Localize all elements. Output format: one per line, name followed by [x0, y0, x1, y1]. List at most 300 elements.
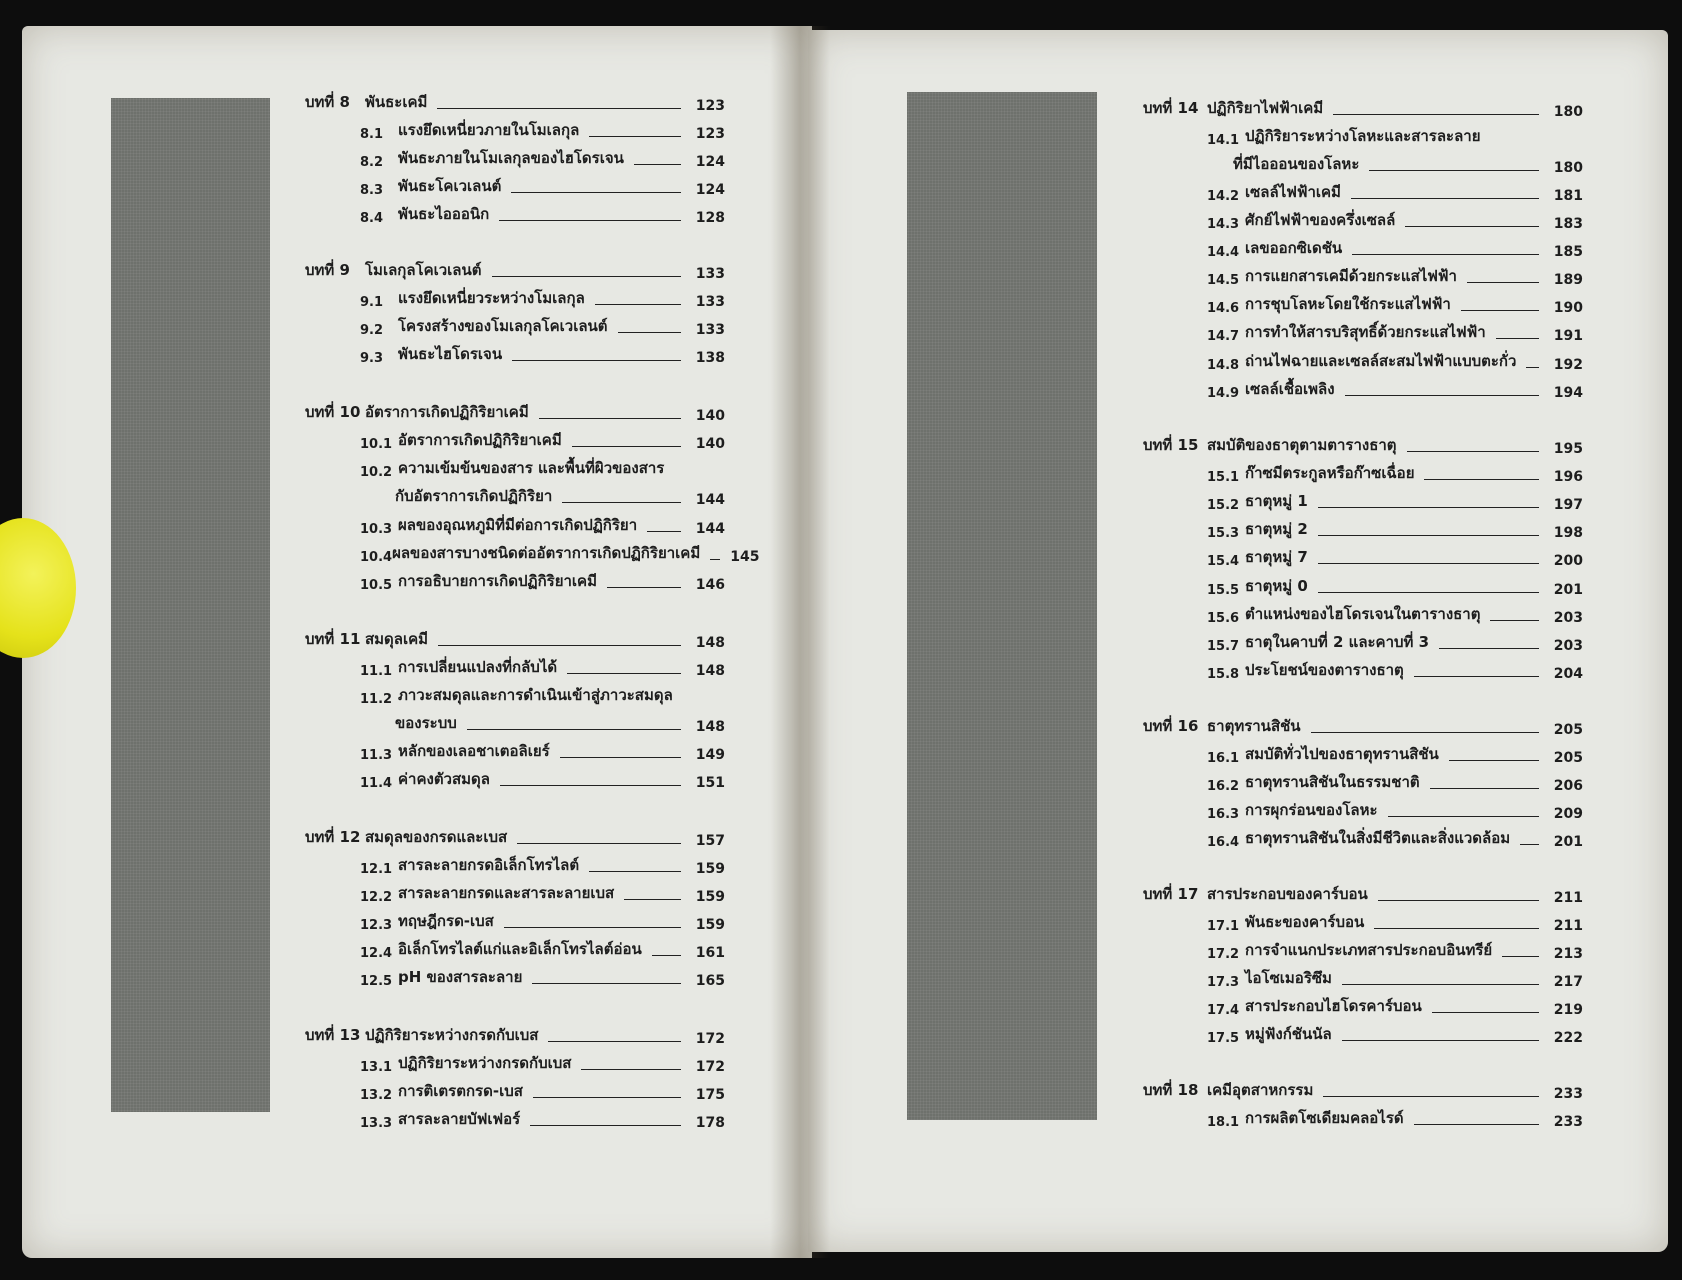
toc-entry-row	[360, 513, 725, 537]
dot-leader-line	[1496, 338, 1539, 339]
section-number: 17.1	[1207, 919, 1240, 934]
chapter-label: บทที่ 14	[1143, 99, 1199, 117]
dot-leader-line	[539, 418, 681, 419]
toc-entry-row	[360, 174, 725, 198]
dot-leader-line	[1352, 254, 1539, 255]
dot-leader-line	[517, 843, 681, 844]
toc-entry-row	[360, 569, 725, 593]
toc-entry-row	[1207, 489, 1583, 513]
toc-entry-row	[360, 683, 725, 707]
section-title: ไอโซเมอริซึม	[1245, 969, 1332, 987]
page-number: 180	[1553, 160, 1583, 176]
toc-entry-row	[360, 146, 725, 170]
page-number: 165	[695, 973, 725, 989]
toc-entry-row	[1233, 152, 1583, 176]
dot-leader-line	[572, 446, 681, 447]
dot-leader-line	[1345, 395, 1539, 396]
page-number: 185	[1553, 244, 1583, 260]
page-number: 183	[1553, 216, 1583, 232]
dot-leader-line	[581, 1069, 681, 1070]
section-number: 10.4	[360, 550, 393, 565]
dot-leader-line	[710, 559, 720, 560]
chapter-label: บทที่ 17	[1143, 885, 1199, 903]
section-number: 16.4	[1207, 835, 1240, 850]
page-number: 233	[1553, 1114, 1583, 1130]
section-title: ทฤษฎีกรด-เบส	[398, 912, 494, 930]
section-number: 14.7	[1207, 329, 1240, 344]
section-title: อิเล็กโทรไลต์แก่และอิเล็กโทรไลต์อ่อน	[398, 940, 642, 958]
toc-entry-row	[1207, 770, 1583, 794]
page-number: 211	[1553, 890, 1583, 906]
toc-entry-row	[1207, 180, 1583, 204]
page-number: 133	[695, 266, 725, 282]
page-number: 123	[695, 126, 725, 142]
chapter-title: พันธะเคมี	[365, 93, 428, 111]
page-number: 219	[1553, 1002, 1583, 1018]
page-number: 148	[695, 635, 725, 651]
toc-entry-row	[1207, 630, 1583, 654]
section-number: 9.2	[360, 323, 384, 338]
section-title: pH ของสารละลาย	[398, 968, 523, 986]
section-title: ธาตุทรานสิชันในธรรมชาติ	[1245, 773, 1420, 791]
toc-entry-row	[1207, 545, 1583, 569]
page-number: 144	[695, 521, 725, 537]
chapter-label: บทที่ 11	[305, 630, 361, 648]
section-number: 14.2	[1207, 189, 1240, 204]
page-number: 128	[695, 210, 725, 226]
page-number: 140	[695, 408, 725, 424]
page-number: 144	[695, 492, 725, 508]
page-number: 200	[1553, 553, 1583, 569]
chapter-label: บทที่ 18	[1143, 1081, 1199, 1099]
dot-leader-line	[1323, 1096, 1539, 1097]
section-title: สารประกอบไฮโดรคาร์บอน	[1245, 997, 1422, 1015]
section-number: 15.7	[1207, 639, 1240, 654]
section-number: 15.2	[1207, 498, 1240, 513]
toc-entry-row	[360, 1079, 725, 1103]
chapter-label: บทที่ 16	[1143, 717, 1199, 735]
section-title: แรงยึดเหนี่ยวภายในโมเลกุล	[398, 121, 580, 139]
section-number: 10.3	[360, 522, 393, 537]
section-title: พันธะภายในโมเลกุลของไฮโดรเจน	[398, 149, 624, 167]
page-number: 190	[1553, 300, 1583, 316]
dot-leader-line	[1414, 676, 1539, 677]
section-title: การผุกร่อนของโลหะ	[1245, 801, 1378, 819]
chapter-title: สมดุลของกรดและเบส	[365, 828, 508, 846]
section-title: กับอัตราการเกิดปฏิกิริยา	[395, 487, 553, 505]
section-title: สมบัติทั่วไปของธาตุทรานสิชัน	[1245, 745, 1439, 763]
dot-leader-line	[504, 927, 681, 928]
dot-leader-line	[438, 645, 681, 646]
section-title: โครงสร้างของโมเลกุลโคเวเลนต์	[398, 317, 608, 335]
toc-entry-row	[1207, 461, 1583, 485]
toc-entry-row	[360, 881, 725, 905]
section-number: 14.8	[1207, 358, 1240, 373]
section-number: 17.2	[1207, 947, 1240, 962]
section-title: เซลล์เชื้อเพลิง	[1245, 380, 1335, 398]
chapter-title: ปฏิกิริยาระหว่างกรดกับเบส	[365, 1026, 539, 1044]
page-number: 201	[1553, 582, 1583, 598]
toc-entry-row	[1207, 1106, 1583, 1130]
section-number: 16.1	[1207, 751, 1240, 766]
page-number: 192	[1553, 357, 1583, 373]
toc-entry-row	[360, 853, 725, 877]
page-number: 159	[695, 861, 725, 877]
chapter-title: สมดุลเคมี	[365, 630, 429, 648]
dot-leader-line	[1449, 760, 1539, 761]
chapter-title: โมเลกุลโคเวเลนต์	[365, 261, 482, 279]
page-number: 175	[695, 1087, 725, 1103]
dot-leader-line	[560, 757, 681, 758]
dot-leader-line	[1318, 592, 1539, 593]
page-number: 201	[1553, 834, 1583, 850]
section-title: การชุบโลหะโดยใช้กระแสไฟฟ้า	[1245, 295, 1451, 313]
toc-chapter-row	[1143, 96, 1583, 120]
section-title: ที่มีไอออนของโลหะ	[1233, 155, 1360, 173]
page-number: 196	[1553, 469, 1583, 485]
toc-chapter-row	[305, 258, 725, 282]
section-title: ค่าคงตัวสมดุล	[398, 770, 490, 788]
toc-entry-row	[360, 1107, 725, 1131]
chapter-label: บทที่ 10	[305, 403, 361, 421]
section-number: 12.4	[360, 946, 393, 961]
section-number: 8.1	[360, 127, 384, 142]
page-number: 140	[695, 436, 725, 452]
toc-chapter-row	[305, 825, 725, 849]
section-number: 14.3	[1207, 217, 1240, 232]
section-title: แรงยึดเหนี่ยวระหว่างโมเลกุล	[398, 289, 585, 307]
page-number: 194	[1553, 385, 1583, 401]
toc-entry-row	[1207, 994, 1583, 1018]
toc-entry-row	[360, 314, 725, 338]
section-title: ศักย์ไฟฟ้าของครึ่งเซลล์	[1245, 211, 1396, 229]
toc-entry-row	[360, 1051, 725, 1075]
section-number: 14.9	[1207, 386, 1240, 401]
dot-leader-line	[500, 785, 681, 786]
page-number: 189	[1553, 272, 1583, 288]
section-title: การติเตรตกรด-เบส	[398, 1082, 523, 1100]
section-title: หลักของเลอชาเตอลิเยร์	[398, 742, 550, 760]
toc-entry-row	[1207, 208, 1583, 232]
dot-leader-line	[595, 304, 681, 305]
dot-leader-line	[1467, 282, 1539, 283]
page-number: 205	[1553, 750, 1583, 766]
toc-entry-row	[1207, 574, 1583, 598]
section-title: การจำแนกประเภทสารประกอบอินทรีย์	[1245, 941, 1493, 959]
page-number: 123	[695, 98, 725, 114]
toc-entry-row	[1207, 349, 1583, 373]
section-title: ผลของอุณหภูมิที่มีต่อการเกิดปฏิกิริยา	[398, 516, 638, 534]
section-title: สารละลายกรดและสารละลายเบส	[398, 884, 615, 902]
dot-leader-line	[1502, 956, 1539, 957]
toc-entry-row	[1207, 826, 1583, 850]
dot-leader-line	[562, 502, 681, 503]
dot-leader-line	[1414, 1124, 1539, 1125]
section-number: 15.1	[1207, 470, 1240, 485]
dot-leader-line	[467, 729, 681, 730]
section-title: การเปลี่ยนแปลงที่กลับได้	[398, 658, 558, 676]
dot-leader-line	[532, 983, 681, 984]
section-number: 15.5	[1207, 583, 1240, 598]
toc-entry-row	[360, 739, 725, 763]
toc-entry-row	[360, 937, 725, 961]
dot-leader-line	[511, 192, 681, 193]
toc-entry-row	[360, 286, 725, 310]
toc-entry-row	[1207, 658, 1583, 682]
toc-entry-row	[1207, 264, 1583, 288]
section-title: พันธะไอออนิก	[398, 205, 490, 223]
dot-leader-line	[634, 164, 681, 165]
toc-entry-row	[1207, 377, 1583, 401]
page-number: 178	[695, 1115, 725, 1131]
section-number: 15.3	[1207, 526, 1240, 541]
chapter-label: บทที่ 12	[305, 828, 361, 846]
page-number: 222	[1553, 1030, 1583, 1046]
section-number: 17.4	[1207, 1003, 1240, 1018]
page-number: 233	[1553, 1086, 1583, 1102]
dot-leader-line	[1333, 114, 1539, 115]
section-number: 8.3	[360, 183, 384, 198]
toc-entry-row	[360, 909, 725, 933]
section-number: 11.3	[360, 748, 393, 763]
section-title: พันธะของคาร์บอน	[1245, 913, 1365, 931]
page-number: 203	[1553, 610, 1583, 626]
section-title: ธาตุหมู่ 1	[1245, 492, 1308, 510]
page-number: 133	[695, 322, 725, 338]
section-title: ธาตุในคาบที่ 2 และคาบที่ 3	[1245, 633, 1430, 651]
toc-entry-row	[1207, 292, 1583, 316]
chapter-label: บทที่ 13	[305, 1026, 361, 1044]
section-number: 13.1	[360, 1060, 393, 1075]
section-number: 16.3	[1207, 807, 1240, 822]
section-number: 16.2	[1207, 779, 1240, 794]
toc-entry-row	[395, 711, 725, 735]
chapter-title: ปฏิกิริยาไฟฟ้าเคมี	[1207, 99, 1324, 117]
page-number: 181	[1553, 188, 1583, 204]
section-number: 12.1	[360, 862, 393, 877]
dot-leader-line	[437, 108, 681, 109]
toc-entry-row	[360, 118, 725, 142]
toc-entry-row	[1207, 938, 1583, 962]
section-number: 11.4	[360, 776, 393, 791]
page-number: 124	[695, 154, 725, 170]
chapter-label: บทที่ 9	[305, 261, 350, 279]
dot-leader-line	[647, 531, 681, 532]
section-title: การผลิตโซเดียมคลอไรด์	[1245, 1109, 1404, 1127]
page-number: 172	[695, 1031, 725, 1047]
toc-entry-row	[1207, 966, 1583, 990]
dot-leader-line	[1407, 451, 1539, 452]
toc-entry-row	[1207, 236, 1583, 260]
page-number: 172	[695, 1059, 725, 1075]
section-title: การแยกสารเคมีด้วยกระแสไฟฟ้า	[1245, 267, 1457, 285]
section-number: 9.1	[360, 295, 384, 310]
section-number: 17.3	[1207, 975, 1240, 990]
page-number: 209	[1553, 806, 1583, 822]
toc-chapter-row	[1143, 433, 1583, 457]
section-number: 14.1	[1207, 133, 1240, 148]
page-number: 148	[695, 663, 725, 679]
dot-leader-line	[1461, 310, 1539, 311]
dot-leader-line	[1374, 928, 1539, 929]
toc-entry-row	[395, 484, 725, 508]
left-gray-band	[111, 98, 270, 1112]
toc-entry-row	[1207, 517, 1583, 541]
toc-entry-row	[360, 541, 760, 565]
dot-leader-line	[1520, 844, 1539, 845]
section-title: การทำให้สารบริสุทธิ์ด้วยกระแสไฟฟ้า	[1245, 323, 1486, 341]
page-number: 124	[695, 182, 725, 198]
toc-entry-row	[360, 456, 725, 480]
section-title: การอธิบายการเกิดปฏิกิริยาเคมี	[398, 572, 597, 590]
section-number: 13.2	[360, 1088, 393, 1103]
toc-entry-row	[360, 428, 725, 452]
section-number: 14.6	[1207, 301, 1240, 316]
section-number: 11.1	[360, 664, 393, 679]
page-number: 204	[1553, 666, 1583, 682]
page-number: 133	[695, 294, 725, 310]
section-title: ธาตุทรานสิชันในสิ่งมีชีวิตและสิ่งแวดล้อม	[1245, 829, 1511, 847]
page-number: 217	[1553, 974, 1583, 990]
section-title: พันธะโคเวเลนต์	[398, 177, 502, 195]
section-number: 15.6	[1207, 611, 1240, 626]
chapter-label: บทที่ 15	[1143, 436, 1199, 454]
section-title: เลขออกซิเดชัน	[1245, 239, 1343, 257]
page-number: 161	[695, 945, 725, 961]
toc-entry-row	[360, 342, 725, 366]
dot-leader-line	[1378, 900, 1539, 901]
chapter-title: ธาตุทรานสิชัน	[1207, 717, 1301, 735]
dot-leader-line	[548, 1041, 681, 1042]
dot-leader-line	[1424, 479, 1539, 480]
toc-entry-row	[360, 202, 725, 226]
section-number: 9.3	[360, 351, 384, 366]
section-number: 18.1	[1207, 1115, 1240, 1130]
dot-leader-line	[652, 955, 681, 956]
toc-entry-row	[1207, 124, 1583, 148]
right-gray-band	[907, 92, 1097, 1120]
toc-chapter-row	[305, 90, 725, 114]
dot-leader-line	[1439, 648, 1539, 649]
section-title: สารละลายบัฟเฟอร์	[398, 1110, 521, 1128]
dot-leader-line	[1342, 1040, 1539, 1041]
section-title: ธาตุหมู่ 2	[1245, 520, 1308, 538]
section-number: 12.2	[360, 890, 393, 905]
section-number: 15.4	[1207, 554, 1240, 569]
chapter-title: อัตราการเกิดปฏิกิริยาเคมี	[365, 403, 529, 421]
page-number: 197	[1553, 497, 1583, 513]
section-number: 8.4	[360, 211, 384, 226]
toc-entry-row	[360, 655, 725, 679]
dot-leader-line	[1432, 1012, 1539, 1013]
section-title: หมู่ฟังก์ชันนัล	[1245, 1025, 1332, 1043]
section-number: 17.5	[1207, 1031, 1240, 1046]
section-title: ประโยชน์ของตารางธาตุ	[1245, 661, 1404, 679]
page-number: 146	[695, 577, 725, 593]
section-number: 10.2	[360, 465, 393, 480]
dot-leader-line	[1430, 788, 1539, 789]
toc-chapter-row	[305, 400, 725, 424]
section-title: เซลล์ไฟฟ้าเคมี	[1245, 183, 1341, 201]
dot-leader-line	[512, 360, 681, 361]
section-title: ความเข้มข้นของสาร และพื้นที่ผิวของสาร	[398, 459, 665, 477]
section-title: ของระบบ	[395, 714, 457, 732]
page-number: 211	[1553, 918, 1583, 934]
page-number: 191	[1553, 328, 1583, 344]
dot-leader-line	[1318, 535, 1539, 536]
page-number: 205	[1553, 722, 1583, 738]
toc-entry-row	[1207, 1022, 1583, 1046]
section-number: 14.4	[1207, 245, 1240, 260]
dot-leader-line	[499, 220, 681, 221]
toc-chapter-row	[1143, 1078, 1583, 1102]
section-title: ปฏิกิริยาระหว่างโลหะและสารละลาย	[1245, 127, 1481, 145]
section-title: ตำแหน่งของไฮโดรเจนในตารางธาตุ	[1245, 605, 1481, 623]
section-number: 11.2	[360, 692, 393, 707]
dot-leader-line	[1318, 507, 1539, 508]
dot-leader-line	[624, 899, 681, 900]
section-number: 13.3	[360, 1116, 393, 1131]
page-number: 149	[695, 747, 725, 763]
chapter-title: เคมีอุตสาหกรรม	[1207, 1081, 1314, 1099]
dot-leader-line	[492, 276, 682, 277]
toc-entry-row	[1207, 798, 1583, 822]
section-number: 10.1	[360, 437, 393, 452]
section-title: ธาตุหมู่ 7	[1245, 548, 1308, 566]
dot-leader-line	[1490, 620, 1539, 621]
page-number: 151	[695, 775, 725, 791]
section-number: 15.8	[1207, 667, 1240, 682]
page-number: 180	[1553, 104, 1583, 120]
section-number: 10.5	[360, 578, 393, 593]
page-number: 203	[1553, 638, 1583, 654]
chapter-label: บทที่ 8	[305, 93, 350, 111]
toc-entry-row	[1207, 910, 1583, 934]
dot-leader-line	[1526, 367, 1539, 368]
dot-leader-line	[618, 332, 681, 333]
section-number: 8.2	[360, 155, 384, 170]
section-number: 12.5	[360, 974, 393, 989]
toc-chapter-row	[305, 1023, 725, 1047]
page-number: 159	[695, 917, 725, 933]
page-number: 198	[1553, 525, 1583, 541]
toc-entry-row	[1207, 742, 1583, 766]
page-number: 195	[1553, 441, 1583, 457]
toc-chapter-row	[1143, 714, 1583, 738]
section-title: ธาตุหมู่ 0	[1245, 577, 1308, 595]
chapter-title: สมบัติของธาตุตามตารางธาตุ	[1207, 436, 1397, 454]
chapter-title: สารประกอบของคาร์บอน	[1207, 885, 1368, 903]
section-title: ปฏิกิริยาระหว่างกรดกับเบส	[398, 1054, 572, 1072]
dot-leader-line	[1318, 563, 1539, 564]
page-number: 145	[730, 549, 760, 565]
dot-leader-line	[533, 1097, 681, 1098]
dot-leader-line	[589, 871, 681, 872]
toc-chapter-row	[1143, 882, 1583, 906]
dot-leader-line	[1342, 984, 1539, 985]
section-title: อัตราการเกิดปฏิกิริยาเคมี	[398, 431, 562, 449]
section-title: ผลของสารบางชนิดต่ออัตราการเกิดปฏิกิริยาเคมี	[392, 544, 701, 562]
toc-entry-row	[1207, 602, 1583, 626]
dot-leader-line	[1405, 226, 1539, 227]
page-number: 213	[1553, 946, 1583, 962]
dot-leader-line	[1369, 170, 1539, 171]
page-number: 159	[695, 889, 725, 905]
dot-leader-line	[1311, 732, 1539, 733]
page-number: 206	[1553, 778, 1583, 794]
dot-leader-line	[607, 587, 681, 588]
toc-entry-row	[1207, 320, 1583, 344]
